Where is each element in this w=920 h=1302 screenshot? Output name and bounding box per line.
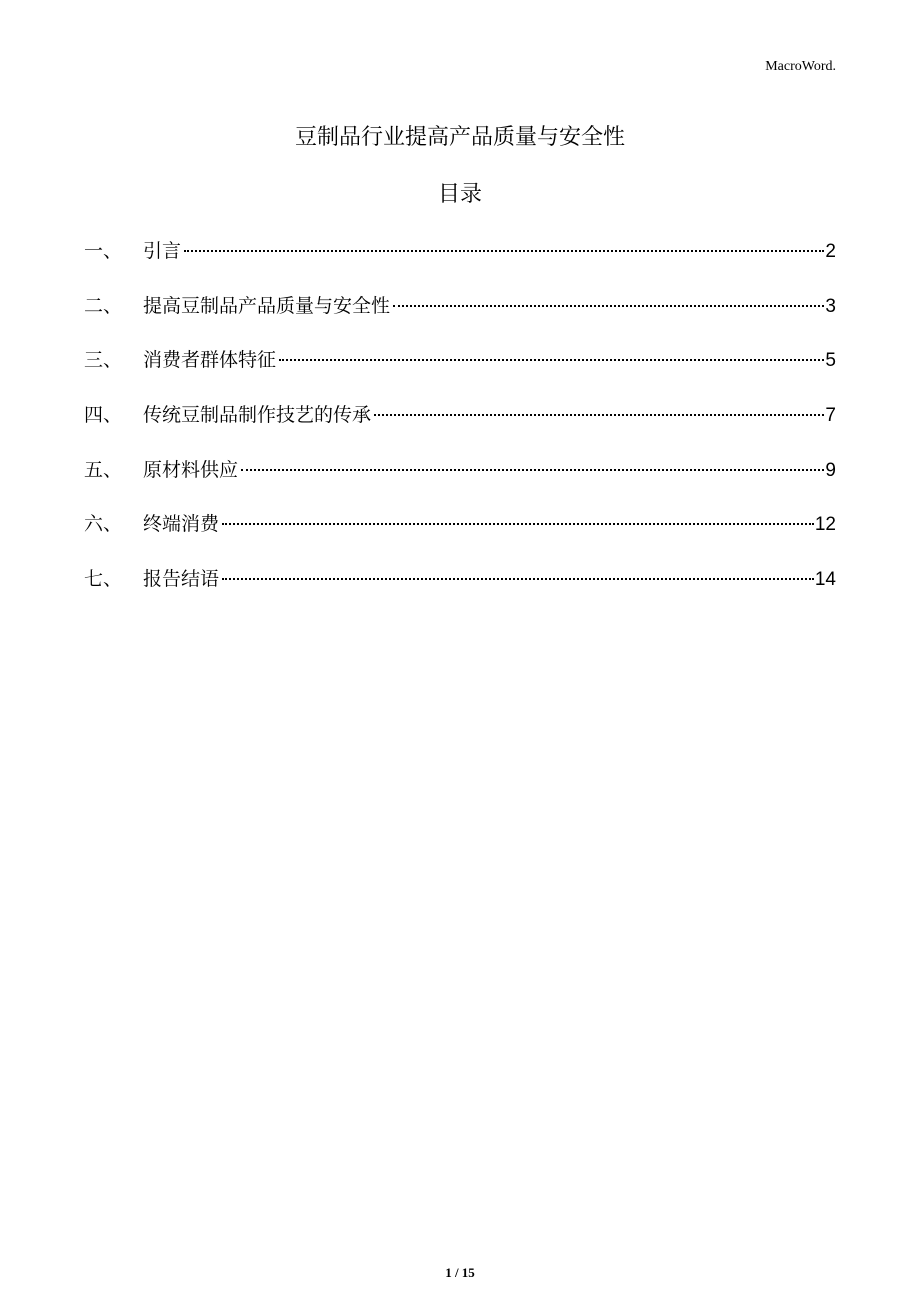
toc-entry-label: 消费者群体特征 (143, 349, 277, 372)
toc-entry-label: 报告结语 (143, 568, 220, 591)
toc-entry-number: 五、 (84, 458, 123, 481)
toc-dot-leader (279, 359, 824, 361)
table-of-contents (84, 234, 836, 617)
toc-dot-leader (184, 250, 824, 252)
toc-entry-label: 引言 (143, 240, 182, 262)
toc-entry-page: 12 (814, 514, 836, 536)
toc-entry-label: 终端消费 (143, 513, 220, 536)
toc-dot-leader (222, 523, 814, 525)
toc-entry-3[interactable] (84, 343, 836, 398)
toc-entry-page: 3 (825, 295, 836, 317)
toc-entry-number: 四、 (84, 404, 123, 427)
toc-entry-page: 9 (825, 459, 836, 481)
toc-entry-number: 七、 (84, 568, 123, 591)
toc-entry-6[interactable] (84, 507, 836, 562)
toc-entry-page: 7 (825, 405, 836, 427)
toc-entry-number: 一、 (84, 240, 123, 262)
toc-entry-label: 提高豆制品产品质量与安全性 (143, 294, 391, 317)
toc-dot-leader (393, 305, 824, 307)
toc-entry-2[interactable] (84, 289, 836, 344)
header-watermark: MacroWord. (765, 59, 836, 74)
toc-entry-label: 原材料供应 (143, 458, 239, 481)
toc-entry-4[interactable] (84, 398, 836, 453)
page-number-footer: 1 / 15 (445, 1265, 475, 1280)
toc-entry-number: 六、 (84, 513, 123, 536)
toc-dot-leader (241, 469, 824, 471)
toc-entry-page: 2 (825, 241, 836, 262)
toc-entry-label: 传统豆制品制作技艺的传承 (143, 404, 372, 427)
document-title: 豆制品行业提高产品质量与安全性 (294, 125, 625, 150)
toc-heading: 目录 (437, 182, 482, 207)
toc-dot-leader (374, 414, 824, 416)
toc-entry-number: 三、 (84, 349, 123, 372)
toc-entry-number: 二、 (84, 294, 123, 317)
toc-dot-leader (222, 578, 814, 580)
toc-entry-1[interactable] (84, 234, 836, 289)
toc-entry-7[interactable] (84, 562, 836, 617)
toc-entry-5[interactable] (84, 453, 836, 508)
toc-entry-page: 14 (814, 569, 836, 591)
toc-entry-page: 5 (825, 350, 836, 372)
